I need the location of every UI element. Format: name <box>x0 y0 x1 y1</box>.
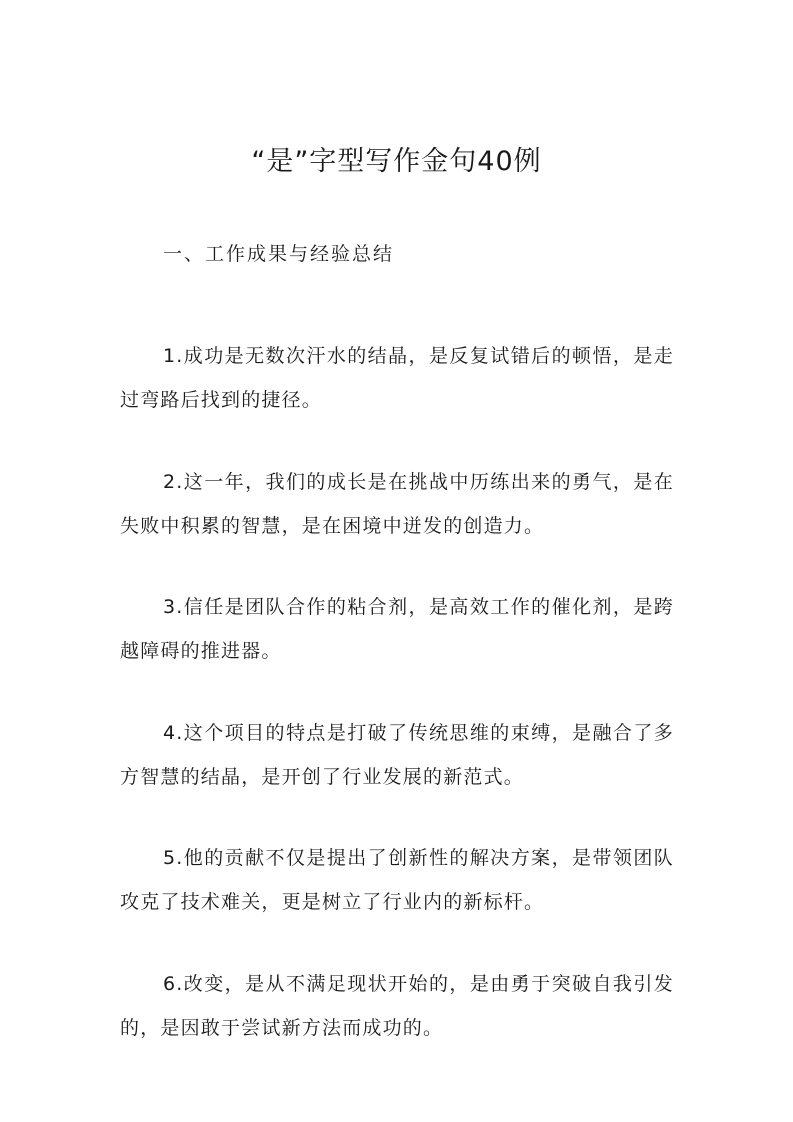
paragraph-6: 6.改变，是从不满足现状开始的，是由勇于突破自我引发的，是因敢于尝试新方法而成功的。 <box>120 973 674 1039</box>
section-heading: 一、工作成果与经验总结 <box>163 243 395 265</box>
document-title: “是”字型写作金句40例 <box>251 146 542 178</box>
paragraph-5: 5.他的贡献不仅是提出了创新性的解决方案，是带领团队攻克了技术难关，更是树立了行业内的新标杆。 <box>120 847 674 913</box>
paragraph-1: 1.成功是无数次汗水的结晶，是反复试错后的顿悟，是走过弯路后找到的捷径。 <box>120 345 674 411</box>
paragraph-3: 3.信任是团队合作的粘合剂，是高效工作的催化剂，是跨越障碍的推进器。 <box>120 596 674 662</box>
paragraph-2: 2.这一年，我们的成长是在挑战中历练出来的勇气，是在失败中积累的智慧，是在困境中迸发的创造力。 <box>120 471 674 537</box>
paragraph-4: 4.这个项目的特点是打破了传统思维的束缚，是融合了多方智慧的结晶，是开创了行业发展的新范式。 <box>120 722 674 788</box>
